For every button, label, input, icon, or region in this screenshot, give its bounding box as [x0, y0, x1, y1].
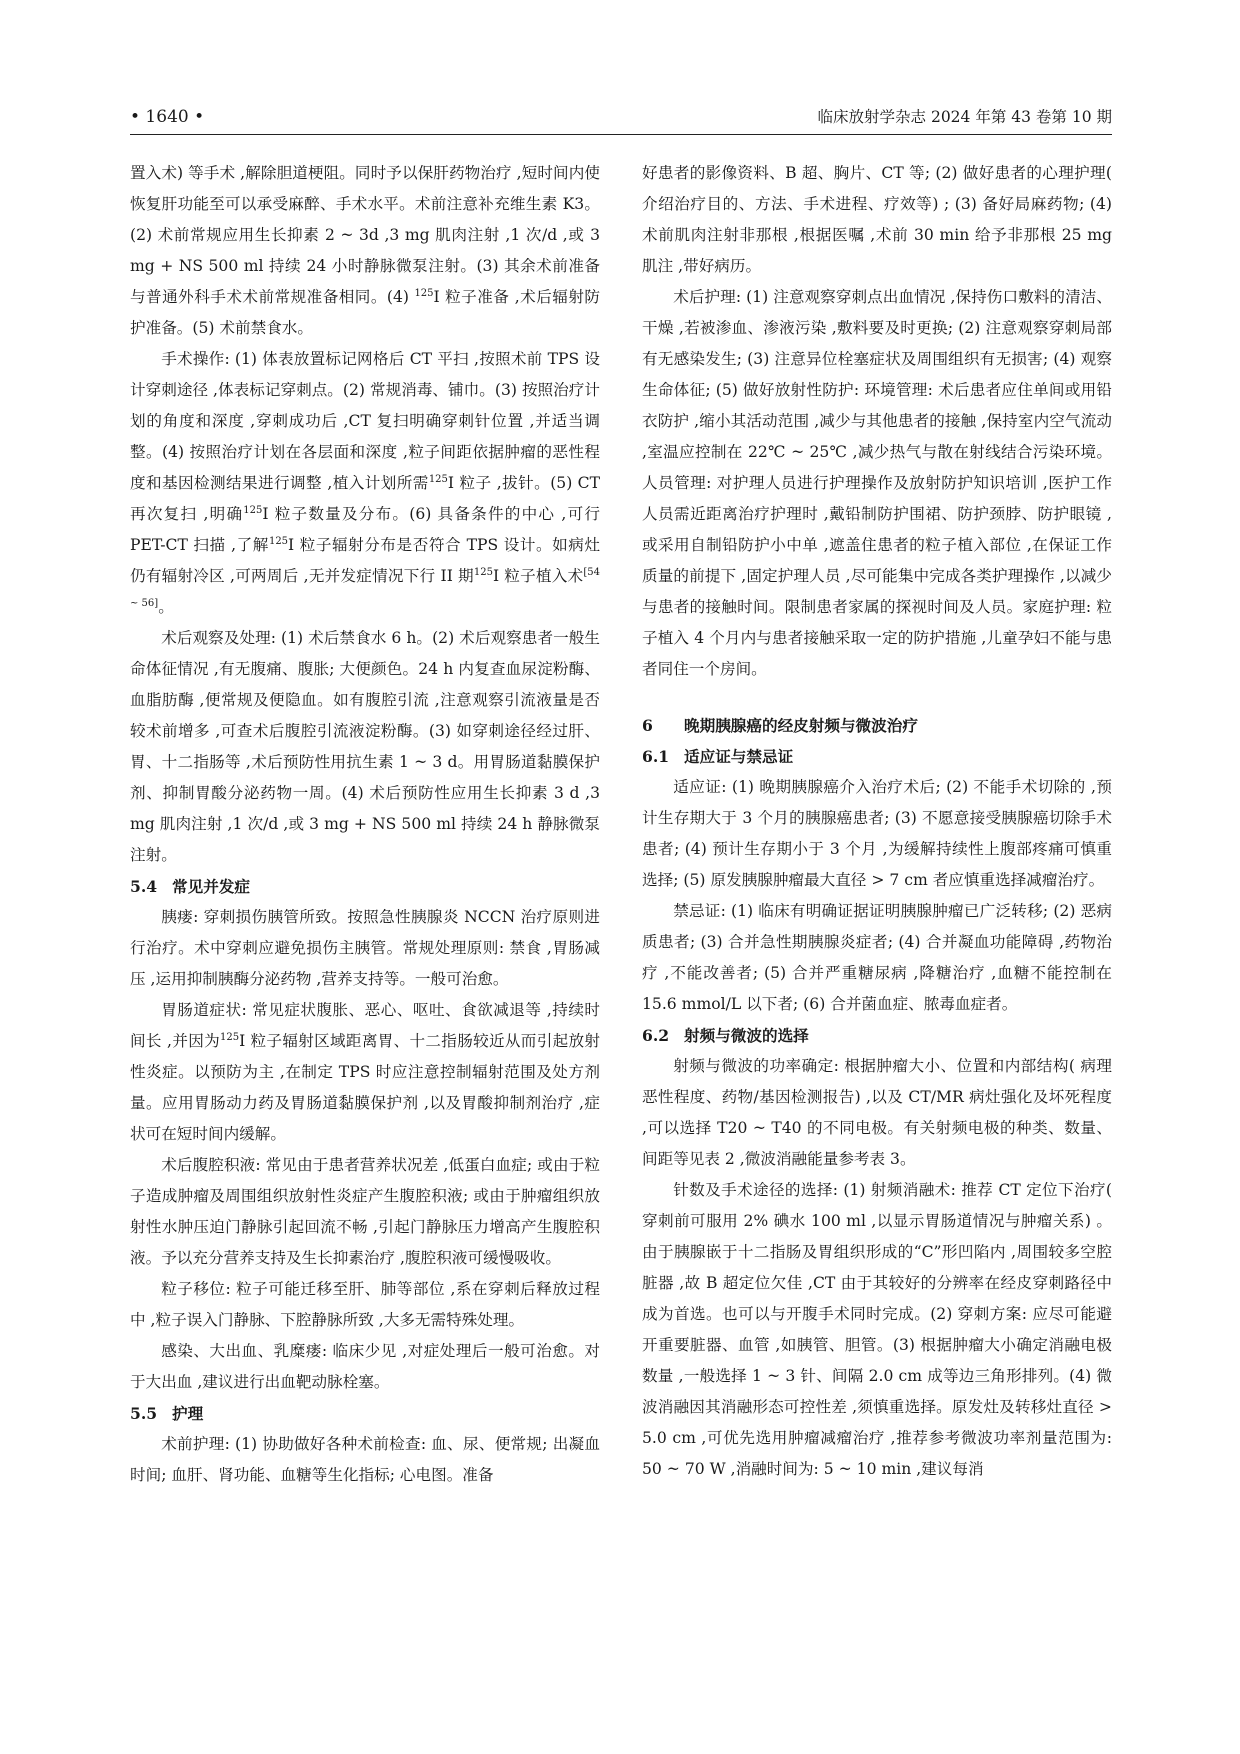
right-column [642, 158, 1112, 1485]
paragraph-infection-bleeding: 感染、大出血、乳糜瘘: 临床少见 ,对症处理后一般可治愈。对于大出血 ,建议进行出血靶动脉栓塞。 [130, 1342, 600, 1391]
section-heading-6: 6 晚期胰腺癌的经皮射频与微波治疗 [642, 716, 918, 735]
paragraph: 置入术) 等手术 ,解除胆道梗阻。同时予以保肝药物治疗 ,短时间内使恢复肝功能至可以承受麻醉、手术水平。术前注意补充维生素 K3。(2) 术前常规应用生长抑素 2 ~ 3d ,3 mg 肌肉注射 ,1 次/d ,或 3 mg + NS 500 ml 持续 24 小时静脉微泵注射。(3) 其余术前准备与普通外科手术术前常规准备相同。(4) $^{125}$I 粒子准备 ,术后辐射防护准备。(5) 术前禁食水。 [130, 164, 601, 337]
paragraph-contraindications: 禁忌证: (1) 临床有明确证据证明胰腺肿瘤已广泛转移; (2) 恶病质患者; (3) 合并急性期胰腺炎症者; (4) 合并凝血功能障碍 ,药物治疗 ,不能改善者; (5) 合并严重糖尿病 ,降糖治疗 ,血糖不能控制在 15.6 mmol/L 以下者; (6) 合并菌血症、脓毒血症者。 [642, 902, 1112, 1013]
section-heading-5-5: 5.5 护理 [130, 1404, 204, 1423]
paragraph-surgical-procedure: 手术操作: (1) 体表放置标记网格后 CT 平扫 ,按照术前 TPS 设计穿刺途径 ,体表标记穿刺点。(2) 常规消毒、铺巾。(3) 按照治疗计划的角度和深度 ,穿刺成功后 ,CT 复扫明确穿刺针位置 ,并适当调整。(4) 按照治疗计划在各层面和深度 ,粒子间距依据肿瘤的恶性程度和基因检测结果进行调整 ,植入计划所需$^{125}$I 粒子 ,拔针。(5) CT 再次复扫 ,明确$^{125}$I 粒子数量及分布。(6) 具备条件的中心 ,可行 PET-CT 扫描 ,了解$^{125}$I 粒子辐射分布是否符合 TPS 设计。如病灶仍有辐射冷区 ,可两周后 ,无并发症情况下行 II 期$^{125}$I 粒子植入术[54 ~ 56]。 [130, 350, 601, 616]
citation: [54 ~ 56] [130, 567, 601, 609]
paragraph: 好患者的影像资料、B 超、胸片、CT 等; (2) 做好患者的心理护理( 介绍治疗目的、方法、手术进程、疗效等) ; (3) 备好局麻药物; (4) 术前肌肉注射非那根 ,根据医嘱 ,术前 30 min 给予非那根 25 mg 肌注 ,带好病历。 [642, 164, 1112, 275]
left-column [130, 158, 600, 1491]
section-heading-6-2: 6.2 射频与微波的选择 [642, 1026, 809, 1045]
paragraph-postop-nursing: 术后护理: (1) 注意观察穿刺点出血情况 ,保持伤口敷料的清洁、干燥 ,若被渗血、渗液污染 ,敷料要及时更换; (2) 注意观察穿刺局部有无感染发生; (3) 注意异位栓塞症状及周围组织有无损害; (4) 观察生命体征; (5) 做好放射性防护: 环境管理: 术后患者应住单间或用铅衣防护 ,缩小其活动范围 ,减少与其他患者的接触 ,保持室内空气流动 ,室温应控制在 22℃ ~ 25℃ ,减少热气与散在射线结合污染环境。人员管理: 对护理人员进行护理操作及放射防护知识培训 ,医护工作人员需近距离治疗护理时 ,戴铅制防护围裙、防护颈脖、防护眼镜 ,或采用自制铅防护小中单 ,遮盖住患者的粒子植入部位 ,在保证工作质量的前提下 ,固定护理人员 ,尽可能集中完成各类护理操作 ,以减少与患者的接触时间。限制患者家属的探视时间及人员。家庭护理: 粒子植入 4 个月内与患者接触采取一定的防护措施 ,儿童孕妇不能与患者同住一个房间。 [642, 288, 1112, 678]
section-heading-6-1: 6.1 适应证与禁忌证 [642, 747, 794, 766]
page-number: • 1640 • [130, 107, 205, 127]
header-rule [130, 134, 1112, 135]
paragraph-pancreatic-fistula: 胰瘘: 穿刺损伤胰管所致。按照急性胰腺炎 NCCN 治疗原则进行治疗。术中穿刺应避免损伤主胰管。常规处理原则: 禁食 ,胃肠减压 ,运用抑制胰酶分泌药物 ,营养支持等。一般可治愈。 [130, 908, 600, 988]
paragraph-postop-observation: 术后观察及处理: (1) 术后禁食水 6 h。(2) 术后观察患者一般生命体征情况 ,有无腹痛、腹胀; 大便颜色。24 h 内复查血尿淀粉酶、血脂肪酶 ,便常规及便隐血。如有腹腔引流 ,注意观察引流液量是否较术前增多 ,可查术后腹腔引流液淀粉酶。(3) 如穿刺途径经过肝、胃、十二指肠等 ,术后预防性用抗生素 1 ~ 3 d。用胃肠道黏膜保护剂、抑制胃酸分泌药物一周。(4) 术后预防性应用生长抑素 3 d ,3 mg 肌肉注射 ,1 次/d ,或 3 mg + NS 500 ml 持续 24 h 静脉微泵注射。 [130, 629, 600, 864]
running-header [130, 104, 1112, 134]
paragraph-ascites: 术后腹腔积液: 常见由于患者营养状况差 ,低蛋白血症; 或由于粒子造成肿瘤及周围组织放射性炎症产生腹腔积液; 或由于肿瘤组织放射性水肿压迫门静脉引起回流不畅 ,引起门静脉压力增高产生腹腔积液。予以充分营养支持及生长抑素治疗 ,腹腔积液可缓慢吸收。 [130, 1156, 600, 1267]
paragraph-preop-nursing: 术前护理: (1) 协助做好各种术前检查: 血、尿、便常规; 出凝血时间; 血肝、肾功能、血糖等生化指标; 心电图。准备 [130, 1435, 600, 1484]
section-gap [642, 685, 1112, 710]
section-heading-5-4: 5.4 常见并发症 [130, 877, 250, 896]
journal-citation: 临床放射学杂志 2024 年第 43 卷第 10 期 [817, 108, 1112, 126]
paragraph-needle-route: 针数及手术途径的选择: (1) 射频消融术: 推荐 CT 定位下治疗( 穿刺前可服用 2% 碘水 100 ml ,以显示胃肠道情况与肿瘤关系) 。由于胰腺嵌于十二指肠及胃组织形成的“C”形凹陷内 ,周围较多空腔脏器 ,故 B 超定位欠佳 ,CT 由于其较好的分辨率在经皮穿刺路径中成为首选。也可以与开腹手术同时完成。(2) 穿刺方案: 应尽可能避开重要脏器、血管 ,如胰管、胆管。(3) 根据肿瘤大小确定消融电极数量 ,一般选择 1 ~ 3 针、间隔 2.0 cm 成等边三角形排列。(4) 微波消融因其消融形态可控性差 ,须慎重选择。原发灶及转移灶直径 > 5.0 cm ,可优先选用肿瘤减瘤治疗 ,推荐参考微波功率剂量范围为: 50 ~ 70 W ,消融时间为: 5 ~ 10 min ,建议每消 [642, 1181, 1112, 1478]
paragraph-power-selection: 射频与微波的功率确定: 根据肿瘤大小、位置和内部结构( 病理恶性程度、药物/基因检测报告) ,以及 CT/MR 病灶强化及坏死程度 ,可以选择 T20 ~ T40 的不同电极。有关射频电极的种类、数量、间距等见表 2 ,微波消融能量参考表 3。 [642, 1057, 1112, 1168]
paragraph-indications: 适应证: (1) 晚期胰腺癌介入治疗术后; (2) 不能手术切除的 ,预计生存期大于 3 个月的胰腺癌患者; (3) 不愿意接受胰腺癌切除手术患者; (4) 预计生存期小于 3 个月 ,为缓解持续性上腹部疼痛可慎重选择; (5) 原发胰腺肿瘤最大直径 > 7 cm 者应慎重选择减瘤治疗。 [642, 778, 1112, 889]
paragraph-gi-symptoms: 胃肠道症状: 常见症状腹胀、恶心、呕吐、食欲减退等 ,持续时间长 ,并因为$^{125}$I 粒子辐射区域距离胃、十二指肠较近从而引起放射性炎症。以预防为主 ,在制定 TPS 时应注意控制辐射范围及处方剂量。应用胃肠动力药及胃肠道黏膜保护剂 ,以及胃酸抑制剂治疗 ,症状可在短时间内缓解。 [130, 1001, 600, 1143]
paragraph-seed-migration: 粒子移位: 粒子可能迁移至肝、肺等部位 ,系在穿刺后释放过程中 ,粒子误入门静脉、下腔静脉所致 ,大多无需特殊处理。 [130, 1280, 600, 1329]
